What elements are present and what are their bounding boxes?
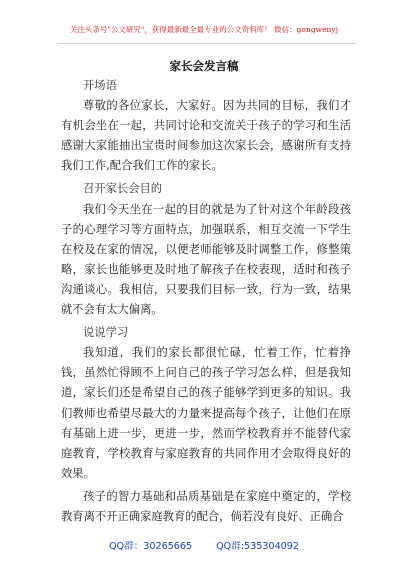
footer-qq-group-1: QQ群：30265665 <box>109 541 193 552</box>
section-heading-purpose: 召开家长会目的 <box>83 182 163 196</box>
header-banner: 关注头条号"公文研究"，获得最新最全最专业的公文资料库！ 微信：gongwenyj <box>69 25 339 34</box>
section-heading-study: 说说学习 <box>83 326 129 340</box>
paragraph-study-2: 孩子的智力基础和品质基础是在家庭中奠定的，学校教育离不开正确家庭教育的配合，倘若没有良好、正确合 <box>61 489 351 523</box>
document-body <box>61 76 351 527</box>
header-divider <box>58 43 356 44</box>
document-title: 家长会发言稿 <box>169 59 239 73</box>
footer-contact <box>0 538 408 552</box>
paragraph-study-1: 我知道，我们的家长都很忙碌，忙着工作，忙着挣钱，虽然忙得顾不上问自己的孩子学习怎么样，但是我知道，家长们还是希望自己的孩子能够学到更多的知识。我们教师也希望尽最大的力量来提高每个孩子，让他们在原有基础上进一步，更进一步，然而学校教育并不能替代家庭教育，学校教育与家庭教育的共同作用才会取得良好的效果。 <box>61 346 351 480</box>
paragraph-opening: 尊敬的各位家长，大家好。因为共同的目标，我们才有机会坐在一起，共同讨论和交流关于孩子的学习和生活感谢大家能抽出宝贵时间参加这次家长会，感谢所有支持我们工作,配合我们工作的家长。 <box>61 99 351 173</box>
section-heading-opening: 开场语 <box>83 79 117 92</box>
paragraph-purpose: 我们今天坐在一起的目的就是为了针对这个年龄段孩子的心理学习等方面特点，加强联系，相互交流一下学生在校及在家的情况，以便老师能够及时调整工作，修整策略，家长也能够更及时地了解孩子在校表现，适时和孩子沟通谈心。我相信，只要我们目标一致，行为一致，结果就不会有太大偏离。 <box>61 202 351 317</box>
footer-qq-group-2: QQ群:535304092 <box>216 541 299 552</box>
